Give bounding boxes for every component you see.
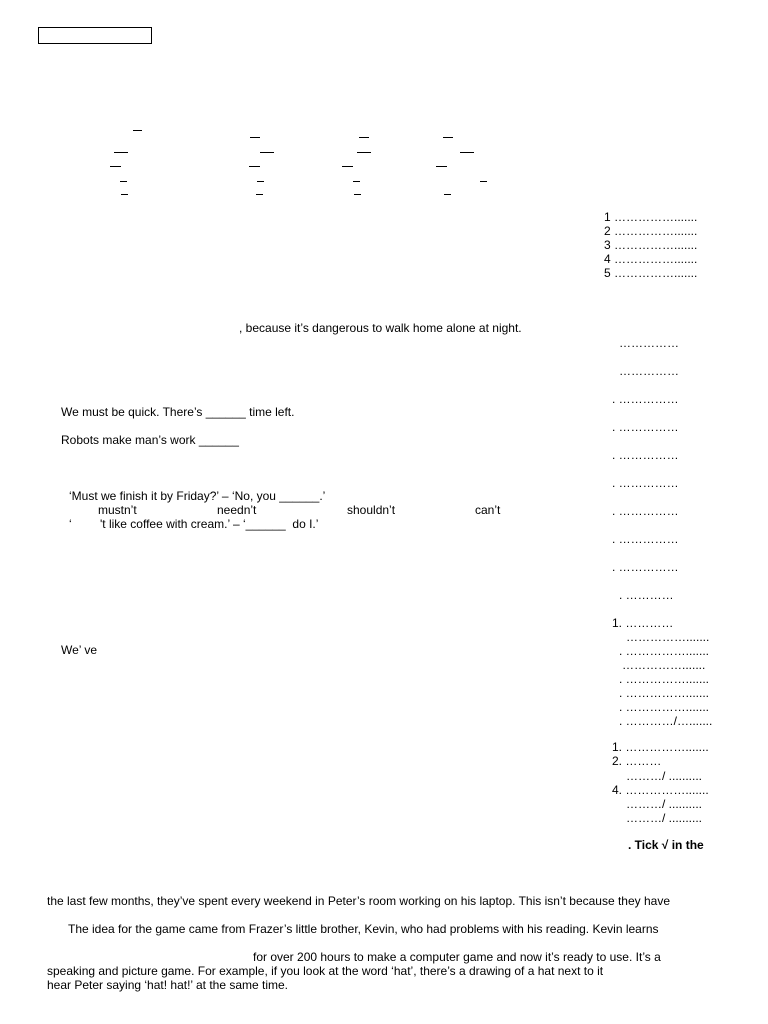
answer-line-5[interactable]: 5 ……………....... <box>604 266 698 280</box>
answer-line[interactable]: ……………....... <box>622 658 706 672</box>
blank-mark <box>260 152 274 153</box>
blank-mark <box>354 194 361 195</box>
passage-line-4: speaking and picture game. For example, if you look at the word ‘hat’, there’s a drawing of a hat next to it <box>47 964 604 978</box>
blank-mark <box>133 130 142 131</box>
answer-line[interactable]: . …………/…....... <box>619 714 713 728</box>
answer-dots[interactable]: . …………… <box>612 448 679 462</box>
answer-line[interactable]: . ……………....... <box>619 686 710 700</box>
blank-mark <box>110 166 121 167</box>
passage-line-5: hear Peter saying ‘hat! hat!’ at the same time. <box>47 978 289 992</box>
answer-line[interactable]: 1. ………… <box>612 616 674 630</box>
blank-mark <box>444 194 451 195</box>
name-box <box>38 27 152 44</box>
option-cant: can’t <box>475 503 501 517</box>
answer-line[interactable]: ………/ .......... <box>626 811 703 825</box>
answer-line[interactable]: . ……………....... <box>619 644 710 658</box>
answer-line[interactable]: ……………....... <box>626 630 710 644</box>
blank-mark <box>436 166 447 167</box>
answer-dots[interactable]: . …………… <box>612 392 679 406</box>
answer-line[interactable]: ………/ .......... <box>626 797 703 811</box>
sentence-friday: ‘Must we finish it by Friday?’ – ‘No, you ______.’ <box>69 489 326 503</box>
sentence-coffee: 't like coffee with cream.’ – ‘______ do I.’ <box>100 517 319 531</box>
blank-mark <box>359 137 369 138</box>
answer-line[interactable]: 1. ……………....... <box>612 740 709 754</box>
answer-dots[interactable]: . …………… <box>612 560 679 574</box>
answer-line-4[interactable]: 4 ……………....... <box>604 252 698 266</box>
blank-mark <box>342 166 353 167</box>
blank-mark <box>250 137 260 138</box>
answer-line[interactable]: ………/ .......... <box>626 769 703 783</box>
blank-mark <box>249 166 260 167</box>
answer-line[interactable]: . ……………....... <box>619 700 710 714</box>
option-shouldnt: shouldn’t <box>347 503 396 517</box>
blank-mark <box>114 152 128 153</box>
answer-dots[interactable]: . …………… <box>612 504 679 518</box>
sentence-coffee-open-quote: ‘ <box>69 517 72 531</box>
answer-dots[interactable]: …………… <box>619 336 679 350</box>
passage-line-1: the last few months, they’ve spent every weekend in Peter’s room working on his laptop. This isn’t because they have <box>47 894 671 908</box>
sentence-robots: Robots make man’s work ______ <box>61 433 239 447</box>
passage-line-2: The idea for the game came from Frazer’s little brother, Kevin, who had problems with his reading. Kevin learns <box>68 922 659 936</box>
sentence-quick: We must be quick. There’s ______ time left. <box>61 405 295 419</box>
blank-mark <box>357 152 371 153</box>
blank-mark <box>353 181 360 182</box>
answer-line[interactable]: 2. ……… <box>612 754 662 768</box>
blank-mark <box>256 194 263 195</box>
blank-mark <box>121 194 128 195</box>
blank-mark <box>120 181 127 182</box>
option-mustnt: mustn’t <box>98 503 137 517</box>
passage-line-3: for over 200 hours to make a computer game and now it’s ready to use. It’s a <box>253 950 661 964</box>
sentence-dangerous: , because it’s dangerous to walk home alone at night. <box>239 321 522 335</box>
answer-line[interactable]: 4. ……………....... <box>612 783 709 797</box>
answer-dots[interactable]: . …………… <box>612 532 679 546</box>
answer-dots[interactable]: . …………… <box>612 476 679 490</box>
answer-line[interactable]: . ……………....... <box>619 672 710 686</box>
blank-mark <box>460 152 474 153</box>
option-neednt: needn’t <box>217 503 257 517</box>
answer-dots[interactable]: . …………… <box>612 420 679 434</box>
answer-dots[interactable]: …………… <box>619 364 679 378</box>
answer-line-1[interactable]: 1 ……………....... <box>604 210 698 224</box>
blank-mark <box>257 181 264 182</box>
blank-mark <box>443 137 453 138</box>
sentence-weve: We’ ve <box>61 643 98 657</box>
answer-line-2[interactable]: 2 ……………....... <box>604 224 698 238</box>
answer-line-3[interactable]: 3 ……………....... <box>604 238 698 252</box>
tick-instruction: . Tick √ in the <box>628 838 704 852</box>
blank-mark <box>480 181 487 182</box>
answer-dots[interactable]: . ………… <box>619 588 674 602</box>
